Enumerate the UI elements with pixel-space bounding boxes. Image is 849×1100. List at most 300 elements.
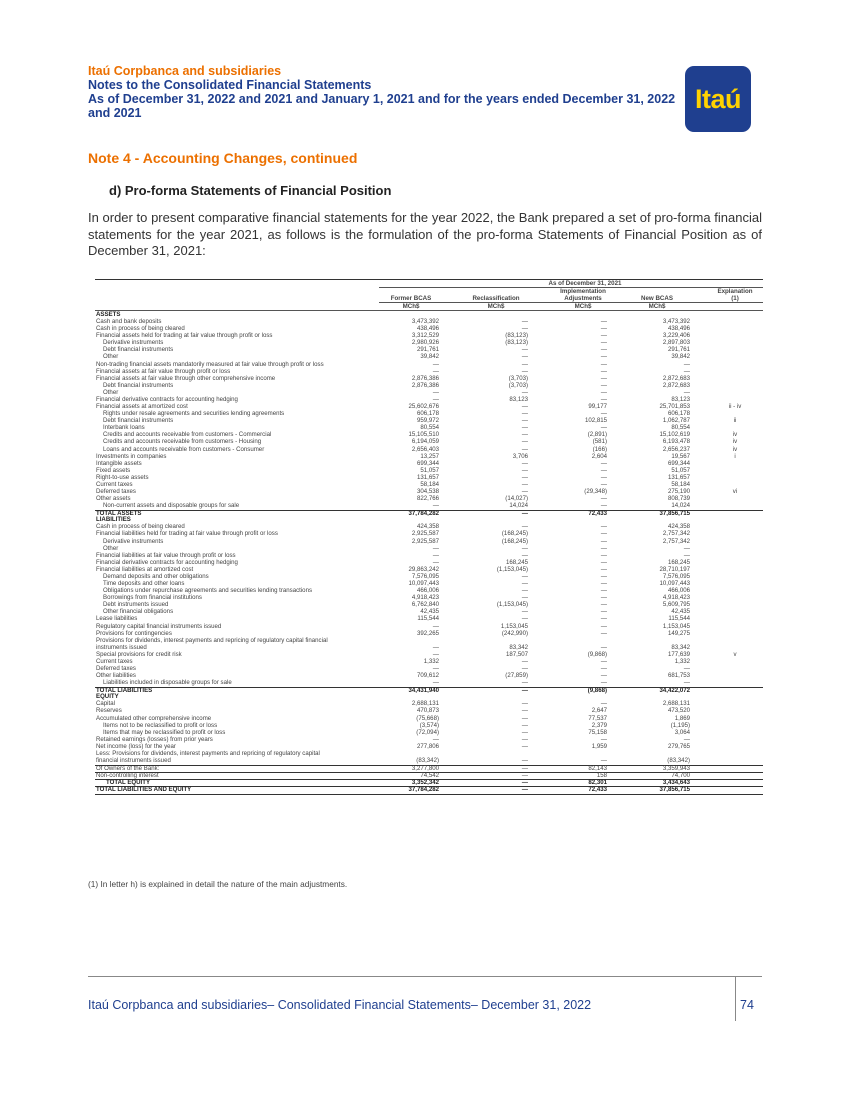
cell-c3: — — [600, 757, 607, 765]
row-label: LIABILITIES — [96, 516, 131, 524]
cell-c1: 2,980,926 — [411, 339, 439, 347]
cell-c3: — — [600, 594, 607, 602]
cell-c3: — — [600, 395, 607, 403]
cell-c4: — — [683, 388, 690, 396]
table-row — [95, 645, 763, 652]
cell-c1: — — [432, 558, 439, 566]
cell-c3: — — [600, 473, 607, 481]
cell-c1: 80,554 — [420, 424, 439, 432]
cell-c1: 304,538 — [416, 488, 439, 495]
row-label: TOTAL LIABILITIES — [96, 687, 153, 695]
footer-rule — [88, 976, 762, 977]
cell-c3: 82,301 — [588, 779, 607, 787]
cell-c2: — — [521, 779, 528, 787]
cell-c1: — — [432, 395, 439, 403]
cell-c1: — — [432, 551, 439, 559]
row-label: Obligations under repurchase agreements and securities lending transactions — [103, 587, 313, 595]
cell-c1: 39,842 — [420, 353, 439, 361]
cell-c2: (168,245) — [501, 537, 528, 545]
cell-c2: — — [521, 473, 528, 481]
cell-c2: — — [521, 523, 528, 531]
cell-c1: 4,918,423 — [411, 594, 439, 602]
cell-c3: — — [600, 466, 607, 474]
row-label: Reserves — [96, 707, 122, 715]
cell-c2: — — [521, 325, 528, 333]
cell-c3: — — [600, 318, 607, 326]
cell-c3: 2,604 — [591, 452, 607, 460]
row-label: Lease liabilities — [96, 615, 138, 623]
cell-c2: (168,245) — [501, 530, 528, 538]
cell-c1: (72,094) — [416, 728, 439, 736]
cell-c4: 7,576,095 — [662, 572, 690, 580]
row-label: Right-to-use assets — [96, 473, 149, 481]
cell-c3: — — [600, 388, 607, 396]
row-label: Debt financial instruments — [103, 417, 174, 425]
cell-c2: (27,859) — [505, 672, 528, 680]
cell-c1: 277,806 — [416, 742, 439, 750]
cell-c2: — — [521, 728, 528, 736]
row-label: Deferred taxes — [96, 665, 136, 672]
row-label: Other — [103, 388, 119, 396]
cell-c4: 131,657 — [667, 473, 690, 481]
cell-c1: 34,431,940 — [408, 687, 439, 695]
cell-c1: — — [432, 622, 439, 630]
cell-c4: 25,701,853 — [659, 403, 690, 411]
page-header — [88, 64, 688, 120]
cell-c3: — — [600, 346, 607, 354]
cell-c2: — — [521, 438, 528, 446]
cell-c1: (3,574) — [419, 721, 439, 729]
row-label: Rights under resale agreements and securities lending agreements — [103, 410, 285, 418]
cell-c4: 3,359,943 — [662, 765, 690, 773]
cell-c3: 1,959 — [591, 742, 607, 750]
cell-c1: 2,656,403 — [411, 445, 439, 453]
cell-c4: 466,006 — [667, 587, 690, 595]
cell-c2: (83,123) — [505, 339, 528, 347]
cell-c4: 1,332 — [674, 657, 690, 665]
row-label: Special provisions for credit risk — [96, 650, 182, 658]
cell-c2: (83,123) — [505, 332, 528, 340]
row-label: TOTAL EQUITY — [106, 779, 151, 787]
table-top-rule — [95, 279, 763, 280]
cell-c3: — — [600, 587, 607, 595]
unit-col3: MCh$ — [574, 303, 592, 310]
cell-c2: — — [521, 388, 528, 396]
cell-c2: — — [521, 360, 528, 368]
row-label: Retained earnings (losses) from prior years — [96, 735, 213, 743]
cell-c2: — — [521, 587, 528, 595]
cell-c1: — — [432, 679, 439, 687]
row-label: Borrowings from financial institutions — [103, 594, 202, 602]
cell-c4: 3,434,643 — [662, 779, 690, 787]
cell-c2: (3,703) — [508, 374, 528, 382]
cell-c4: 699,344 — [667, 459, 690, 467]
cell-c2: — — [521, 572, 528, 580]
cell-c3: — — [600, 679, 607, 687]
cell-c2: — — [521, 544, 528, 552]
cell-c3: — — [600, 360, 607, 368]
cell-c1: 2,876,386 — [411, 381, 439, 389]
cell-c1: — — [432, 360, 439, 368]
cell-c3: — — [600, 608, 607, 616]
cell-explanation: v — [733, 650, 737, 658]
cell-c1: 2,925,587 — [411, 530, 439, 538]
cell-c2: — — [521, 417, 528, 425]
row-label: instruments issued — [96, 643, 147, 651]
table-row — [95, 383, 763, 390]
cell-c2: — — [521, 765, 528, 773]
unit-col4: MCh$ — [648, 303, 666, 310]
row-label: Debt financial instruments — [103, 346, 174, 354]
row-label: Items that may be reclassified to profit or loss — [103, 728, 226, 736]
row-label: Interbank loans — [103, 424, 145, 432]
cell-c2: — — [521, 445, 528, 453]
cell-c3: 72,433 — [588, 510, 607, 518]
cell-c2: 187,507 — [505, 650, 528, 658]
row-label: Capital — [96, 700, 115, 708]
cell-c1: 466,006 — [416, 587, 439, 595]
page-number: 74 — [740, 998, 754, 1012]
cell-c3: 158 — [596, 772, 607, 780]
row-label: Credits and accounts receivable from customers - Housing — [103, 438, 262, 446]
row-label: Debt financial instruments — [103, 381, 174, 389]
cell-c4: — — [683, 665, 690, 672]
table-row — [95, 659, 763, 666]
row-label: Other assets — [96, 495, 131, 503]
cell-c3: — — [600, 523, 607, 531]
cell-c3: — — [600, 374, 607, 382]
cell-explanation: vi — [732, 488, 738, 495]
row-label: financial instruments issued — [96, 757, 171, 765]
cell-c2: — — [521, 679, 528, 687]
row-label: Debt instruments issued — [103, 601, 169, 609]
row-label: Fixed assets — [96, 466, 131, 474]
cell-c1: 606,178 — [416, 410, 439, 418]
period-line-2: and 2021 — [88, 106, 142, 120]
row-label: Investments in companies — [96, 452, 167, 460]
cell-c1: — — [432, 388, 439, 396]
row-label: Credits and accounts receivable from customers - Commercial — [103, 431, 272, 439]
cell-c2: (1,153,045) — [496, 565, 528, 573]
cell-c1: 115,544 — [417, 615, 439, 623]
col3-header-b: Adjustments — [564, 295, 602, 302]
itau-logo — [685, 66, 751, 132]
cell-c4: 15,102,619 — [659, 431, 690, 439]
cell-c2: — — [521, 346, 528, 354]
cell-c1: 15,105,510 — [408, 431, 439, 439]
cell-c3: (166) — [592, 445, 607, 453]
cell-c1: 2,876,386 — [411, 374, 439, 382]
cell-c2: — — [521, 707, 528, 715]
cell-c2: — — [521, 700, 528, 708]
cell-c4: 473,520 — [667, 707, 690, 715]
intro-paragraph: In order to present comparative financial statements for the year 2022, the Bank prepared a set of pro-forma financial statements for the year 2021, as follows is the formulation of the pro-forma Statements of Financial Position as of December 31, 2021: — [88, 210, 762, 258]
row-label: Deferred taxes — [96, 488, 136, 495]
cell-c1: 3,277,800 — [411, 765, 439, 773]
notes-title: Notes to the Consolidated Financial Statements — [88, 78, 372, 92]
cell-c3: — — [600, 565, 607, 573]
cell-c1: — — [432, 502, 439, 510]
cell-explanation: ii - iv — [728, 403, 742, 411]
cell-c2: — — [521, 403, 528, 411]
cell-c3: — — [600, 735, 607, 743]
row-label: Derivative instruments — [103, 339, 164, 347]
row-label: Loans and accounts receivable from customers - Consumer — [103, 445, 265, 453]
cell-c1: 2,925,587 — [411, 537, 439, 545]
cell-c4: — — [683, 679, 690, 687]
row-label: Liabilities included in disposable groups for sale — [103, 679, 232, 687]
cell-c3: 2,647 — [591, 707, 607, 715]
cell-c4: 5,609,795 — [662, 601, 690, 609]
cell-c4: 80,554 — [671, 424, 690, 432]
cell-c4: 14,024 — [671, 502, 690, 510]
cell-c3: — — [600, 480, 607, 488]
footnote: (1) In letter h) is explained in detail the nature of the main adjustments. — [88, 879, 348, 889]
cell-c4: (1,195) — [670, 721, 690, 729]
cell-c2: — — [521, 353, 528, 361]
cell-c3: — — [600, 339, 607, 347]
row-label: Financial liabilities at amortized cost — [96, 565, 194, 573]
row-label: Net income (loss) for the year — [96, 742, 176, 750]
cell-c3: — — [600, 353, 607, 361]
cell-c4: 34,422,072 — [659, 687, 690, 695]
cell-explanation: i — [734, 452, 736, 460]
cell-c1: — — [432, 735, 439, 743]
cell-c4: 6,193,478 — [662, 438, 690, 446]
cell-c4: 2,897,803 — [662, 339, 690, 347]
cell-c2: — — [521, 721, 528, 729]
cell-c2: (3,703) — [508, 381, 528, 389]
cell-c3: — — [600, 601, 607, 609]
logo-text: Itaú — [694, 83, 741, 114]
cell-c3: — — [600, 643, 607, 651]
cell-c3: 75,158 — [588, 728, 607, 736]
cell-c3: 102,815 — [584, 417, 607, 425]
table-row — [95, 680, 763, 687]
cell-c3: — — [600, 558, 607, 566]
row-label: Regulatory capital financial instruments issued — [96, 622, 222, 630]
row-label: Non-trading financial assets mandatorily measured at fair value through profit or loss — [96, 360, 324, 368]
cell-c4: 2,872,683 — [662, 381, 690, 389]
footer-divider — [735, 976, 736, 1021]
row-label: Other liabilities — [96, 672, 136, 680]
cell-c4: — — [683, 367, 690, 375]
cell-c1: — — [432, 367, 439, 375]
cell-c1: 10,097,443 — [408, 580, 439, 588]
cell-c2: — — [521, 757, 528, 765]
cell-c1: 13,257 — [420, 452, 439, 460]
cell-c3: 82,143 — [588, 765, 607, 773]
cell-c4: 4,918,423 — [662, 594, 690, 602]
cell-c2: — — [521, 424, 528, 432]
row-label: TOTAL LIABILITIES AND EQUITY — [96, 786, 192, 794]
row-label: Current taxes — [96, 657, 133, 665]
row-label: Derivative instruments — [103, 537, 164, 545]
col1-header: Former BCAS — [390, 295, 432, 302]
row-label: Of Owners of the Bank: — [96, 765, 160, 773]
row-label: Financial assets at fair value through profit or loss — [96, 367, 231, 375]
cell-c2: 1,153,045 — [500, 622, 528, 630]
cell-c4: 2,757,342 — [662, 537, 690, 545]
row-label: Financial assets at fair value through other comprehensive income — [96, 374, 276, 382]
row-label: TOTAL ASSETS — [96, 510, 142, 518]
cell-c1: 42,435 — [420, 608, 439, 616]
cell-c1: 699,344 — [416, 459, 439, 467]
cell-explanation: iv — [732, 431, 738, 439]
cell-c1: 291,761 — [416, 346, 439, 354]
row-label: Other — [103, 353, 119, 361]
row-label: Financial assets at amortized cost — [96, 403, 188, 411]
row-label: Intangible assets — [96, 459, 142, 467]
cell-c4: 42,435 — [671, 608, 690, 616]
row-label: Demand deposits and other obligations — [103, 572, 209, 580]
cell-c4: 3,473,392 — [662, 318, 690, 326]
cell-c1: 1,332 — [423, 657, 439, 665]
cell-c1: — — [432, 544, 439, 552]
cell-c1: 6,762,840 — [411, 601, 439, 609]
cell-c4: 37,856,715 — [659, 510, 690, 518]
cell-c4: 168,245 — [667, 558, 690, 566]
cell-c3: — — [600, 672, 607, 680]
cell-c1: 37,784,282 — [408, 510, 439, 518]
cell-c3: — — [600, 424, 607, 432]
cell-c3: — — [600, 381, 607, 389]
row-label: Current taxes — [96, 480, 133, 488]
row-label: Financial derivative contracts for accounting hedging — [96, 395, 238, 403]
cell-c4: — — [683, 551, 690, 559]
cell-c1: 438,496 — [416, 325, 439, 333]
cell-c2: — — [521, 510, 528, 518]
cell-c4: 10,097,443 — [659, 580, 690, 588]
cell-c2: (1,153,045) — [496, 601, 528, 609]
cell-c2: 3,706 — [512, 452, 528, 460]
cell-c4: 681,753 — [667, 672, 690, 680]
cell-c4: 28,710,197 — [659, 565, 690, 573]
cell-c4: 19,567 — [671, 452, 690, 460]
cell-c4: (83,342) — [667, 757, 690, 765]
cell-c4: 438,496 — [667, 325, 690, 333]
row-label: Other financial obligations — [103, 608, 174, 616]
cell-c2: — — [521, 742, 528, 750]
cell-c4: 1,153,045 — [662, 622, 690, 630]
cell-c1: 51,057 — [420, 466, 439, 474]
cell-c3: 99,177 — [588, 403, 607, 411]
cell-c2: (242,990) — [501, 629, 528, 637]
cell-explanation: ii — [733, 417, 737, 425]
cell-c3: (2,891) — [587, 431, 607, 439]
row-label: ASSETS — [96, 311, 121, 318]
cell-c3: (29,348) — [584, 488, 607, 495]
cell-c4: — — [683, 735, 690, 743]
cell-c2: — — [521, 367, 528, 375]
cell-c2: — — [521, 594, 528, 602]
row-label: Cash in process of being cleared — [96, 523, 185, 531]
cell-c3: — — [600, 572, 607, 580]
section-title: d) Pro-forma Statements of Financial Position — [109, 183, 392, 198]
cell-c1: 392,265 — [416, 629, 439, 637]
cell-c3: — — [600, 580, 607, 588]
header-bottom-rule — [95, 310, 763, 311]
cell-c4: 1,062,787 — [662, 417, 690, 425]
cell-c4: 3,229,406 — [662, 332, 690, 340]
table-row — [95, 539, 763, 546]
cell-c2: — — [521, 714, 528, 722]
cell-c1: 6,194,059 — [411, 438, 439, 446]
cell-explanation: iv — [732, 438, 738, 446]
cell-c3: — — [600, 544, 607, 552]
cell-c1: 709,612 — [416, 672, 439, 680]
cell-c4: 808,739 — [667, 495, 690, 503]
cell-c2: — — [521, 431, 528, 439]
cell-c2: — — [521, 657, 528, 665]
cell-c1: 822,766 — [416, 495, 439, 503]
cell-c4: 37,856,715 — [659, 786, 690, 794]
cell-c1: 3,312,529 — [411, 332, 439, 340]
note-title: Note 4 - Accounting Changes, continued — [88, 150, 358, 166]
col5-header-a: Explanation — [717, 288, 753, 295]
cell-c1: (75,668) — [416, 714, 439, 722]
cell-c1: 3,352,342 — [411, 779, 439, 787]
cell-c2: — — [521, 786, 528, 794]
cell-c4: 83,342 — [671, 643, 690, 651]
cell-c1: — — [432, 650, 439, 658]
cell-c3: — — [600, 551, 607, 559]
row-label: EQUITY — [96, 693, 119, 701]
cell-c3: — — [600, 615, 607, 623]
cell-c3: — — [600, 332, 607, 340]
cell-c4: 291,761 — [667, 346, 690, 354]
cell-c4: 39,842 — [671, 353, 690, 361]
row-label: Financial liabilities at fair value through profit or loss — [96, 551, 236, 559]
period-line-1: As of December 31, 2022 and 2021 and January 1, 2021 and for the years ended December 31, 2022 — [88, 92, 676, 106]
cell-c3: — — [600, 537, 607, 545]
cell-c3: — — [600, 665, 607, 672]
cell-c4: 3,064 — [674, 728, 690, 736]
col2-header: Reclassification — [472, 295, 520, 302]
cell-c3: — — [600, 629, 607, 637]
cell-c4: 83,123 — [671, 395, 690, 403]
row-label: Financial derivative contracts for accounting hedging — [96, 558, 238, 566]
cell-c1: (83,342) — [416, 757, 439, 765]
cell-c4: 74,700 — [671, 772, 690, 780]
row-label: Financial liabilities held for trading at fair value through profit or loss — [96, 530, 278, 538]
row-label: Less: Provisions for dividends, interest payments and repricing of regulatory capital — [96, 749, 320, 757]
cell-c1: 37,784,282 — [408, 786, 439, 794]
cell-c4: — — [683, 544, 690, 552]
cell-c1: 7,576,095 — [411, 572, 439, 580]
footer-text: Itaú Corpbanca and subsidiaries– Consolidated Financial Statements– December 31, 2022 — [88, 998, 592, 1012]
cell-c2: — — [521, 318, 528, 326]
cell-c3: — — [600, 410, 607, 418]
cell-c3: — — [600, 325, 607, 333]
cell-c2: — — [521, 772, 528, 780]
cell-c4: 2,688,131 — [662, 700, 690, 708]
cell-c4: 51,057 — [671, 466, 690, 474]
cell-c3: 2,379 — [591, 721, 607, 729]
cell-c4: 58,184 — [671, 480, 690, 488]
cell-c2: (14,027) — [505, 495, 528, 503]
col5-header-b: (1) — [731, 295, 739, 302]
cell-c4: 177,639 — [667, 650, 690, 658]
table-row — [95, 638, 763, 645]
cell-c2: — — [521, 615, 528, 623]
row-label: Non-current assets and disposable groups for sale — [103, 502, 240, 510]
cell-c3: (9,868) — [587, 687, 607, 695]
cell-c1: — — [432, 665, 439, 672]
cell-c2: — — [521, 551, 528, 559]
unit-col2: MCh$ — [487, 303, 505, 310]
cell-c3: — — [600, 657, 607, 665]
